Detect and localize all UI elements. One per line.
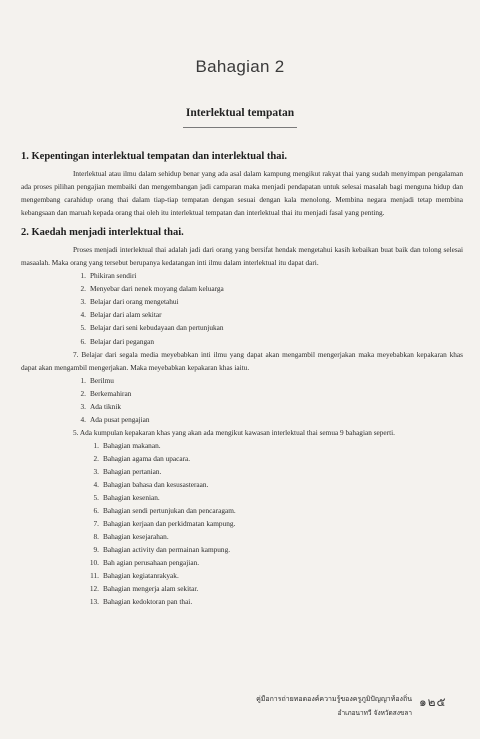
list-item: 12. Bahagian mengerja alam sekitar. xyxy=(89,584,199,594)
section-1-paragraph: Interlektual atau ilmu dalam sehidup benar yang ada asal dalam kampung mengikut rakyat thai yang sudah menyimpan pengalaman ada proses pilihan pengajian membaiki dan mengembangan jadi camparan maka menjadi pendapatan untuk selesai masalah bagi menguna hidup dan mengembang carahidup orang thai dalam tiap-tiap tempatan dengan sesuai dengan kala menolong. Membina negara menjadi tetap membina kebangsaan dan maruah kepada orang thai oleh itu interlektual tempatan dan interlektual thai itu menjadi fasal yang penting. xyxy=(21,169,463,218)
list-item: 13. Bahagian kedoktoran pan thai. xyxy=(89,597,193,607)
footer-location: อำเภอนาทวี จังหวัดสงขลา xyxy=(337,709,412,717)
expertise-list xyxy=(21,374,463,426)
section-2-heading: 2. Kaedah menjadi interlektual thai. xyxy=(21,227,184,239)
list-item: 5. Bahagian kesenian. xyxy=(93,493,160,503)
list-item: 5. Belajar dari seni kebudayaan dan pertunjukan xyxy=(80,323,224,333)
list-item: 7. Bahagian kerjaan dan perkidmatan kampung. xyxy=(93,519,236,529)
list-item: 1. Bahagian makanan. xyxy=(93,440,161,450)
footer-book-title: คู่มือการถ่ายทอดองค์ความรู้ของครูภูมิปัญญาท้องถิ่น xyxy=(256,695,412,703)
knowledge-source-list xyxy=(21,269,463,347)
list-item: 1. Phikiran sendiri xyxy=(80,271,137,281)
list-item: 3. Belajar dari orang mengetahui xyxy=(80,297,179,307)
list-item: 4. Ada pusat pengajian xyxy=(80,414,150,424)
list-item: 1. Berilmu xyxy=(80,375,114,385)
page-number: ๑๒๕ xyxy=(419,695,447,709)
list-item: 4. Bahagian bahasa dan kesusasteraan. xyxy=(93,480,209,490)
list-item: 3. Bahagian pertanian. xyxy=(93,466,162,476)
list-item: 11. Bahagian kegiatanrakyak. xyxy=(90,571,179,581)
list-item: 10. Bah agian perusahaan pengajian. xyxy=(89,558,200,568)
section-1-heading: 1. Kepentingan interlektual tempatan dan interlektual thai. xyxy=(21,151,288,162)
list-item: 6. Belajar dari pegangan xyxy=(80,336,155,346)
list-item: 3. Ada tiknik xyxy=(80,401,122,411)
chapter-title: Bahagian 2 xyxy=(195,57,285,76)
subtitle-underline xyxy=(183,127,297,128)
list-item-5-paragraph: 5. Ada kumpulan kepakaran khas yang akan ada mengikut kawasan interlektual thai semua 9 bahagian seperti. xyxy=(73,427,395,437)
list-item-7-paragraph: 7. Belajar dari segala media meyebabkan inti ilmu yang dapat akan mengambil mengerjakan maka meyebabkan kepakaran khas dapat akan mengambil mengerjakan. Maka meyebabkan kepakaran khas iaitu. xyxy=(21,349,463,372)
section-2-paragraph: Proses menjadi interlektual thai adalah jadi dari orang yang bersifat hendak mengetahui kasih kebaikan buat baik dan tolong selesai masaalah. Maka orang yang tersebut berupanya kedatangan inti ilmu dalam interlektual itu dapat dari. xyxy=(21,245,463,268)
knowledge-category-list xyxy=(21,439,463,609)
list-item: 2. Bahagian agama dan upacara. xyxy=(93,453,191,463)
list-item: 2. Menyebar dari nenek moyang dalam keluarga xyxy=(80,284,224,294)
list-item: 2. Berkemahiran xyxy=(80,388,132,398)
section-subtitle: Interlektual tempatan xyxy=(185,107,295,119)
list-item: 9. Bahagian activity dan permainan kampung. xyxy=(93,545,231,555)
list-item: 4. Belajar dari alam sekitar xyxy=(80,310,162,320)
body-content xyxy=(21,150,463,609)
list-item: 6. Bahagian sendi pertunjukan dan pencaragam. xyxy=(93,506,236,516)
list-item: 8. Bahagian kesejarahan. xyxy=(93,532,169,542)
